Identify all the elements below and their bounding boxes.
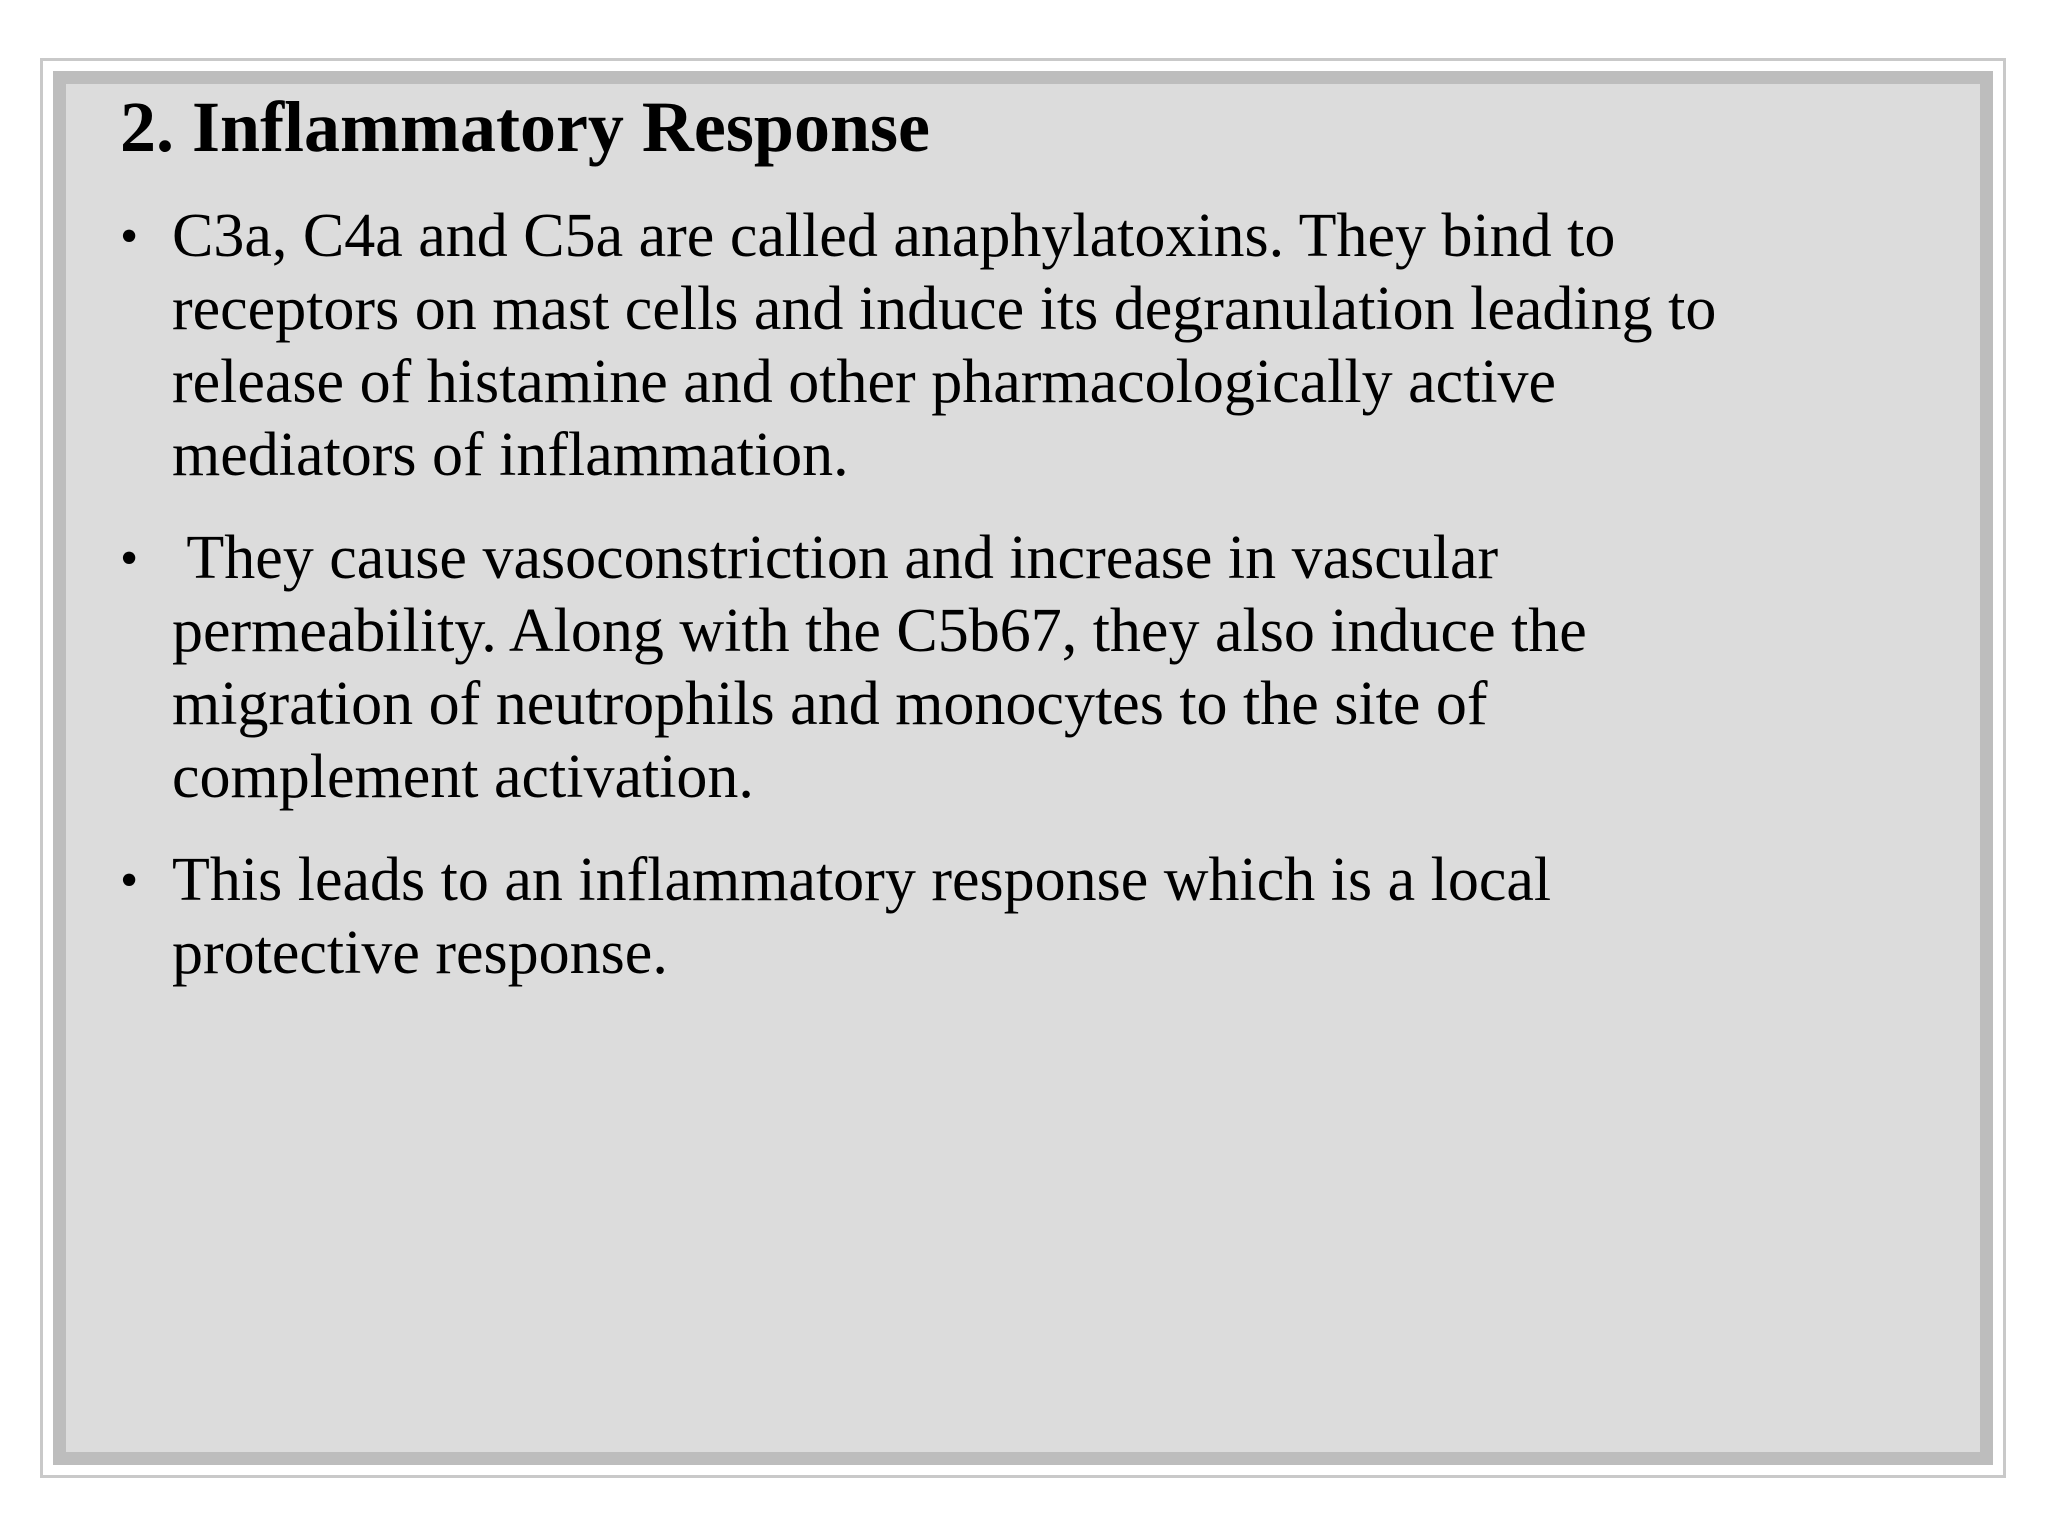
bullet-line: mediators of inflammation. — [172, 421, 849, 489]
bullet-line: receptors on mast cells and induce its degranulation leading to — [172, 275, 1717, 343]
bullet-list — [120, 200, 1900, 1020]
bullet-dot-icon: • — [120, 208, 139, 265]
bullet-line: migration of neutrophils and monocytes to the site of — [172, 670, 1488, 738]
bullet-line: protective response. — [172, 919, 668, 987]
slide-title: 2. Inflammatory Response — [120, 87, 930, 167]
bullet-item-vasoconstriction — [120, 522, 1900, 814]
bullet-line: permeability. Along with the C5b67, they also induce the — [172, 597, 1587, 665]
bullet-line: complement activation. — [172, 743, 754, 811]
bullet-dot-icon: • — [120, 530, 139, 587]
bullet-item-anaphylatoxins — [120, 200, 1900, 492]
bullet-item-inflammatory-response — [120, 844, 1900, 990]
bullet-line: This leads to an inflammatory response which is a local — [172, 846, 1552, 914]
bullet-line: C3a, C4a and C5a are called anaphylatoxins. They bind to — [172, 202, 1616, 270]
bullet-line: release of histamine and other pharmacologically active — [172, 348, 1557, 416]
bullet-line: They cause vasoconstriction and increase in vascular — [172, 524, 1499, 592]
bullet-dot-icon: • — [120, 852, 139, 909]
